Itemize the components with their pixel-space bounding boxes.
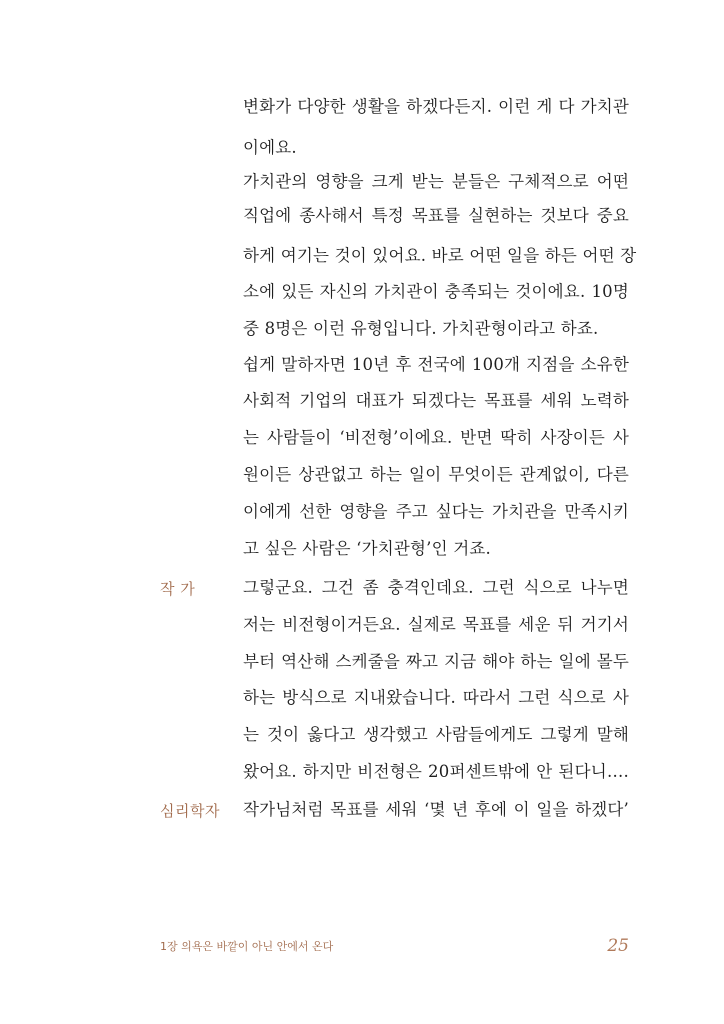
body-line: 저는 비전형이거든요. 실제로 목표를 세운 뒤 거기서 — [243, 615, 629, 634]
body-line: 원이든 상관없고 하는 일이 무엇이든 관계없이, 다른 — [243, 465, 629, 484]
body-line: 변화가 다양한 생활을 하겠다든지. 이런 게 다 가치관 — [243, 97, 629, 116]
body-line: 는 사람들이 ‘비전형’이에요. 반면 딱히 사장이든 사 — [243, 428, 629, 447]
body-line: 이에게 선한 영향을 주고 싶다는 가치관을 만족시키 — [243, 502, 629, 521]
speaker-psychologist-label: 심리학자 — [160, 802, 220, 820]
body-line: 소에 있든 자신의 가치관이 충족되는 것이에요. 10명 — [243, 282, 629, 301]
speaker-writer-label: 작 가 — [160, 580, 196, 598]
body-line: 부터 역산해 스케줄을 짜고 지금 해야 하는 일에 몰두 — [243, 652, 629, 671]
body-line: 하게 여기는 것이 있어요. 바로 어떤 일을 하든 어떤 장 — [243, 246, 637, 265]
body-line: 는 것이 옳다고 생각했고 사람들에게도 그렇게 말해 — [243, 725, 629, 744]
body-line: 왔어요. 하지만 비전형은 20퍼센트밖에 안 된다니…. — [243, 762, 629, 781]
body-line: 작가님처럼 목표를 세워 ‘몇 년 후에 이 일을 하겠다’ — [243, 800, 629, 819]
body-line: 그렇군요. 그건 좀 충격인데요. 그런 식으로 나누면 — [243, 578, 629, 597]
body-line: 중 8명은 이런 유형입니다. 가치관형이라고 하죠. — [243, 319, 599, 338]
body-line: 사회적 기업의 대표가 되겠다는 목표를 세워 노력하 — [243, 391, 629, 410]
running-footer-chapter: 1장 의욕은 바깥이 아닌 안에서 온다 — [160, 940, 334, 953]
body-line: 가치관의 영향을 크게 받는 분들은 구체적으로 어떤 — [243, 172, 629, 191]
body-line: 고 싶은 사람은 ‘가치관형’인 거죠. — [243, 539, 491, 558]
body-line: 이에요. — [243, 138, 297, 157]
page-number: 25 — [607, 936, 629, 956]
body-line: 쉽게 말하자면 10년 후 전국에 100개 지점을 소유한 — [243, 355, 629, 374]
body-line: 하는 방식으로 지내왔습니다. 따라서 그런 식으로 사 — [243, 688, 629, 707]
body-line: 직업에 종사해서 특정 목표를 실현하는 것보다 중요 — [243, 206, 629, 225]
